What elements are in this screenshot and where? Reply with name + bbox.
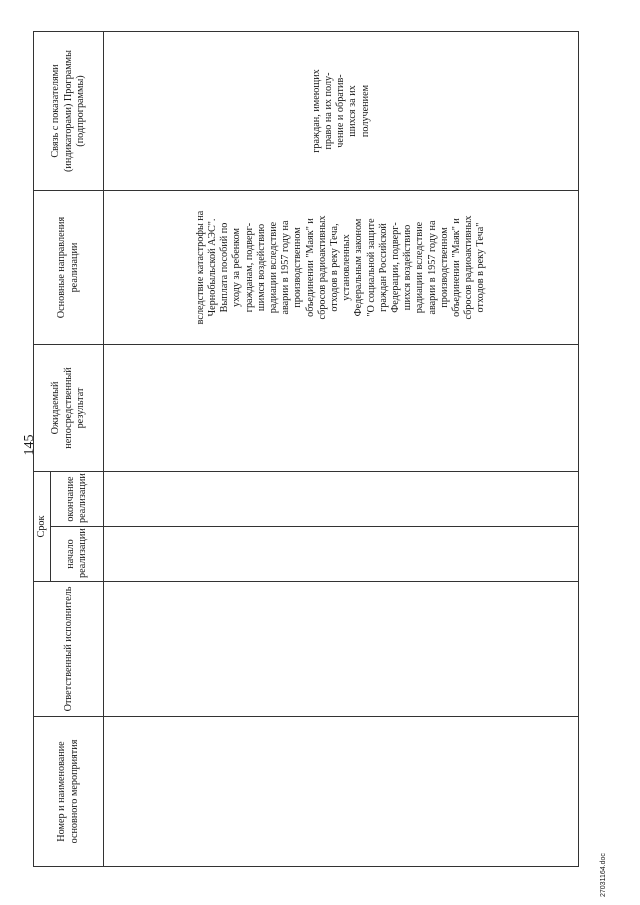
header-period-end: окончание реализации [51, 472, 104, 527]
cell-expected-result [104, 345, 579, 472]
cell-period-end [104, 472, 579, 527]
cell-executor [104, 582, 579, 717]
header-link: Связь с показателями (индикаторами) Программы (подпрограммы) [34, 32, 104, 191]
measures-table [33, 31, 579, 867]
cell-directions: вследствие катастрофы на Чернобыльской АЭС". Выплата пособий по уходу за ребенком гражданам, подверг- шимся воздействию радиации вследствие аварии в 1957 году на производственном объединении "Маяк" и сбросов радиоактивных отходов в реку Теча, установленных Федеральным законом "О социальной защите граждан Российской Федерации, подверг- шихся воздействию радиации вследствие аварии в 1957 году на производственном объединении "Маяк" и сбросов радиоактивных отходов в реку Теча" [104, 191, 579, 345]
header-expected-result: Ожидаемый непосредственный результат [34, 345, 104, 472]
header-executor: Ответственный исполнитель [34, 582, 104, 717]
header-period-start: начало реализации [51, 527, 104, 582]
document-code: 27031164.doc [600, 853, 607, 897]
page-number: 145 [22, 434, 37, 456]
cell-link: граждан, имеющих право на их полу- чение и обратив- шихся за их получением [104, 32, 579, 191]
header-event: Номер и наименование основного мероприятия [34, 717, 104, 867]
table-row [104, 32, 579, 867]
cell-period-start [104, 527, 579, 582]
header-period: Срок [34, 472, 51, 582]
cell-event [104, 717, 579, 867]
header-directions: Основные направления реализации [34, 191, 104, 345]
